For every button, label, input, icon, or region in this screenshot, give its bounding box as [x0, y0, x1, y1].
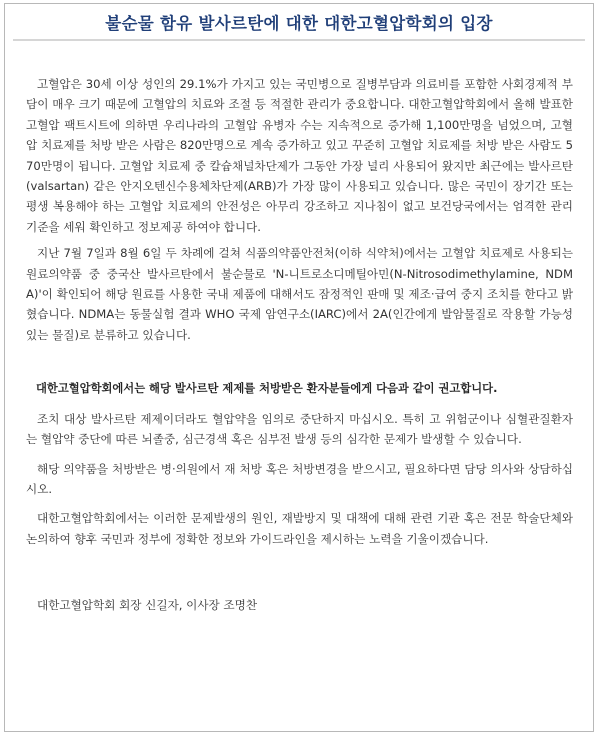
document-body — [5, 74, 593, 616]
paragraph-ndma-announcement: 지난 7월 7일과 8월 6일 두 차례에 걸쳐 식품의약품안전처(이하 식약처)에서는 고혈압 치료제로 사용되는 원료의약품 중 중국산 발사르탄에서 불순물로 'N-니트로소디메틸아민(N-Nitrosodimethylamine, NDMA)'이 확인되어 해당 원료를 사용한 국내 제품에 대해서도 잠정적인 판매 및 제조·급여 중지 조치를 한다고 밝혔습니다. NDMA는 동물실험 결과 WHO 국제 암연구소(IARC)에서 2A(인간에게 발암물질로 작용할 가능성 있는 물질)로 분류하고 있습니다. — [26, 246, 573, 342]
recommendation-item: 조치 대상 발사르탄 제제이더라도 혈압약을 임의로 중단하지 마십시오. 특히 고 위험군이나 심혈관질환자는 혈압약 중단에 따른 뇌졸중, 심근경색 혹은 심부전 발생 등의 심각한 문제가 발생할 수 있습니다. — [26, 411, 573, 447]
title-divider — [13, 39, 585, 41]
document-page — [4, 3, 594, 732]
paragraph-hypertension-burden: 고혈압은 30세 이상 성인의 29.1%가 가지고 있는 국민병으로 질병부담과 의료비를 포함한 사회경제적 부담이 매우 크기 때문에 고혈압의 치료와 조절 등 적절한 관리가 중요합니다. 대한고혈압학회에서 올해 발표한 고혈압 팩트시트에 의하면 우리나라의 고혈압 유병자 수는 지속적으로 증가해 1,100만명을 넘었으며, 고혈압 치료제를 처방 받은 사람은 820만명으로 계속 증가하고 있고 꾸준히 고혈압 치료제를 처방 받은 사람도 570만명이 됩니다. 고혈압 치료제 중 칼슘채널차단제가 그동안 가장 널리 사용되어 왔지만 최근에는 발사르탄(valsartan) 같은 안지오텐신수용체차단제(ARB)가 가장 많이 사용되고 있습니다. 많은 국민이 장기간 또는 평생 복용해야 하는 고혈압 치료제의 안전성은 아무리 강조하고 지나침이 없고 보건당국에서는 엄격한 관리기준을 세워 확인하고 정보제공 하여야 합니다. — [26, 77, 573, 234]
recommendation-heading: 대한고혈압학회에서는 해당 발사르탄 제제를 처방받은 환자분들에게 다음과 같이 권고합니다. — [36, 382, 498, 396]
document-title: 불순물 함유 발사르탄에 대한 대한고혈압학회의 입장 — [105, 14, 493, 33]
recommendation-item: 해당 의약품을 처방받은 병·의원에서 재 처방 혹은 처방변경을 받으시고, 필요하다면 담당 의사와 상담하십시오. — [26, 461, 573, 496]
recommendation-item: 대한고혈압학회에서는 이러한 문제발생의 원인, 재발방지 및 대책에 대해 관련 기관 혹은 전문 학술단체와 논의하여 향후 국민과 정부에 정확한 정보와 가이드라인을 제시하는 노력을 기울이겠습니다. — [26, 511, 573, 546]
signature-line: 대한고혈압학회 회장 신길자, 이사장 조명찬 — [37, 598, 258, 613]
